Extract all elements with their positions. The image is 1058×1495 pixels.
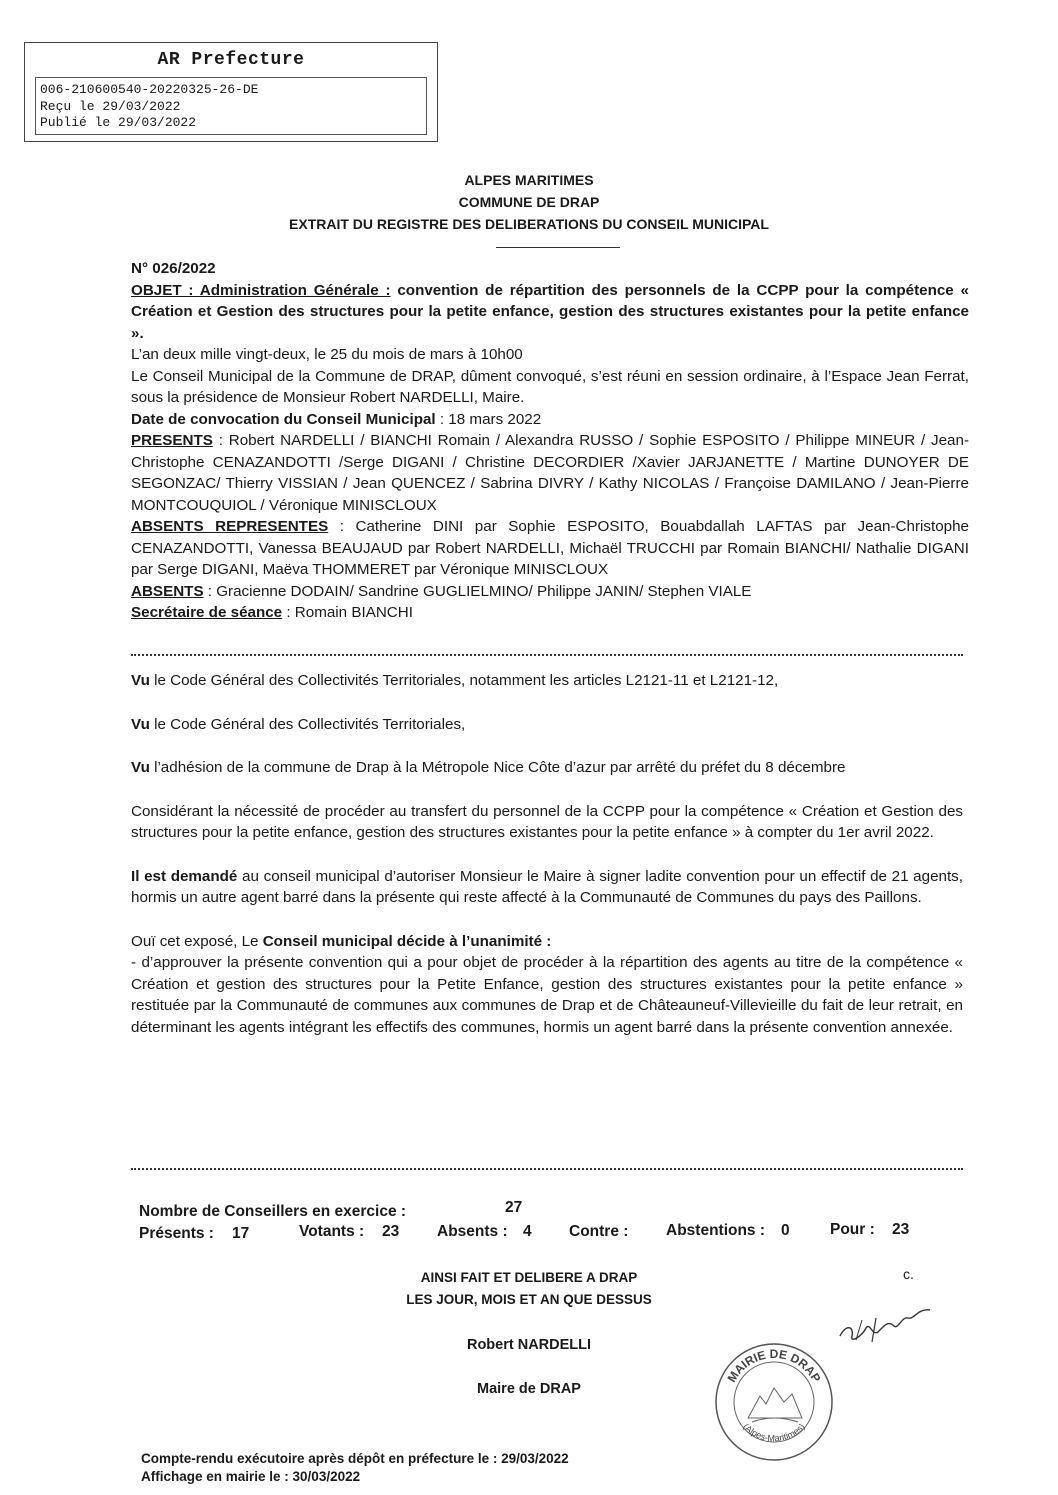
presents-label: PRESENTS [131,432,213,449]
abstentions-label: Abstentions : [666,1222,766,1239]
vu-text: le Code Général des Collectivités Territoriales, notamment les articles L2121-11 et L2121-12, [149,672,779,689]
considerant-paragraph: Considérant la nécessité de procéder au transfert du personnel de la CCPP pour la compétence « Création et Gestion des structures pour la petite enfance, gestion des structures existantes pour la petite enfance » à compter du 1er avril 2022. [131,802,963,841]
vu-text: l’adhésion de la commune de Drap à la Métropole Nice Côte d’azur par arrêté du préfet du 8 décembre [149,759,846,776]
mairie-seal [712,1340,836,1464]
exercice-label: Nombre de Conseillers en exercice : [139,1203,407,1220]
signature-line-1: AINSI FAIT ET DELIBERE A DRAP [420,1270,638,1285]
deliberation-session: Le Conseil Municipal de la Commune de DRAP, dûment convoqué, s’est réuni en session ordinaire, à l’Espace Jean Ferrat, sous la présidence de Monsieur Robert NARDELLI, Maire. [131,367,969,406]
objet-text: convention de répartition des personnels de la CCPP pour la compétence « Création et Gestion des structures pour la petite enfance, gestion des structures existantes pour la petite enfance ». [131,281,969,342]
vu-paragraph-1 [131,670,963,692]
oui-text: Ouï cet exposé, Le [131,932,263,950]
secretaire-text: : Romain BIANCHI [282,604,413,621]
vu-paragraph-2 [131,714,963,736]
header-department: ALPES MARITIMES [464,172,594,188]
deliberation-objet [131,280,969,345]
stamp-published: Publié le 29/03/2022 [40,115,197,130]
secretaire-label: Secrétaire de séance [131,604,283,621]
convocation-value: : 18 mars 2022 [435,410,542,428]
absents-line [131,581,969,603]
contre-label: Contre : [569,1223,629,1240]
votants-value: 23 [382,1223,400,1240]
footer-affichage: Affichage en mairie le : 30/03/2022 [141,1469,361,1484]
initial-mark: c. [903,1266,914,1282]
signer-name: Robert NARDELLI [466,1337,592,1353]
demande-label: Il est demandé [131,867,238,885]
absents-count-value: 4 [523,1223,532,1240]
vu-label: Vu [131,672,150,689]
footer-executoire: Compte-rendu exécutoire après dépôt en préfecture le : 29/03/2022 [141,1451,569,1466]
decision-label: Conseil municipal décide à l’unanimité : [262,932,552,950]
stamp-details [35,77,427,135]
stamp-received: Reçu le 29/03/2022 [40,98,181,114]
demande-paragraph [131,866,963,909]
vu-label: Vu [131,759,150,776]
handwritten-signature [832,1296,942,1356]
absents-count-label: Absents : [437,1223,508,1240]
stamp-title: AR Prefecture [157,50,305,70]
signature-line-2: LES JOUR, MOIS ET AN QUE DESSUS [406,1292,652,1307]
decision-text: - d’approuver la présente convention qui a pour objet de procéder à la répartition des agents au titre de la compétence « Création et gestion des structures pour la Petite Enfance, gestion des structures existantes pour la petite enfance » restituée par la Communauté de communes aux communes de Drap et de Châteauneuf-Villevieille du fait de leur retrait, en déterminant les agents intégrant les effectifs des communes, hormis un agent barré dans la présente convention annexée. [131,954,963,1036]
decision-heading [131,931,963,953]
convocation-label: Date de convocation du Conseil Municipal [131,410,436,428]
votants-label: Votants : [299,1223,365,1240]
header-register: EXTRAIT DU REGISTRE DES DELIBERATIONS DU CONSEIL MUNICIPAL [289,216,769,232]
absents-text: : Gracienne DODAIN/ Sandrine GUGLIELMINO/ Philippe JANIN/ Stephen VIALE [203,582,752,600]
pour-value: 23 [892,1221,910,1238]
signer-title: Maire de DRAP [477,1381,581,1397]
stamp-reference: 006-210600540-20220325-26-DE [40,82,259,97]
pour-label: Pour : [830,1221,875,1238]
header-commune: COMMUNE DE DRAP [458,194,600,210]
convocation-line [131,409,969,431]
absents-representes-text: : Catherine DINI par Sophie ESPOSITO, Bouabdallah LAFTAS par Jean-Christophe CENAZANDOTTI, Vanessa BEAUJAUD par Robert NARDELLI, Michaël TRUCCHI par Romain BIANCHI/ Nathalie DIGANI par Serge DIGANI, Maëva THOMMERET par Véronique MINISCLOUX [131,518,969,578]
presents-line [131,430,969,516]
header-divider [496,247,620,248]
absents-representes-line [131,516,969,581]
prefecture-stamp [24,42,438,142]
vu-label: Vu [131,715,150,733]
demande-text: au conseil municipal d’autoriser Monsieur le Maire à signer ladite convention pour un effectif de 21 agents, hormis un autre agent barré dans la présente qui reste affecté à la Communauté de Communes du pays des Paillons. [131,867,963,906]
presents-text: : Robert NARDELLI / BIANCHI Romain / Alexandra RUSSO / Sophie ESPOSITO / Philippe MINEUR / Jean-Christophe CENAZANDOTTI /Serge DIGANI / Christine DECORDIER /Xavier JARJANETTE / Martine DUNOYER DE SEGONZAC/ Thierry VISSIAN / Jean QUENCEZ / Sabrina DIVRY / Kathy NICOLAS / Françoise DAMILANO / Jean-Pierre MONTCOUQUIOL / Véronique MINISCLOUX [131,432,969,514]
seal-bottom-text: (Alpes-Maritimes) [741,1421,807,1444]
abstentions-value: 0 [781,1222,790,1239]
vu-paragraph-3 [131,757,963,779]
vu-text: le Code Général des Collectivités Territoriales, [149,715,466,733]
seal-top-text: MAIRIE DE DRAP [724,1347,824,1385]
presents-count-label: Présents : [139,1225,214,1242]
presents-count-value: 17 [232,1225,250,1242]
separator-line-top [131,654,963,656]
deliberation-date: L’an deux mille vingt-deux, le 25 du mois de mars à 10h00 [131,346,523,363]
exercice-value: 27 [505,1199,523,1216]
absents-representes-label: ABSENTS REPRESENTES [131,518,329,535]
deliberation-number: N° 026/2022 [131,260,216,277]
absents-label: ABSENTS [131,582,204,600]
considerants-section [131,670,963,1038]
separator-line-bottom [131,1168,963,1170]
svg-text:MAIRIE DE DRAP [725,1347,824,1385]
deliberation-body [131,258,969,624]
svg-text:(Alpes-Maritimes) [741,1422,807,1444]
objet-label: OBJET : Administration Générale : [131,281,391,299]
secretaire-line [131,602,969,624]
